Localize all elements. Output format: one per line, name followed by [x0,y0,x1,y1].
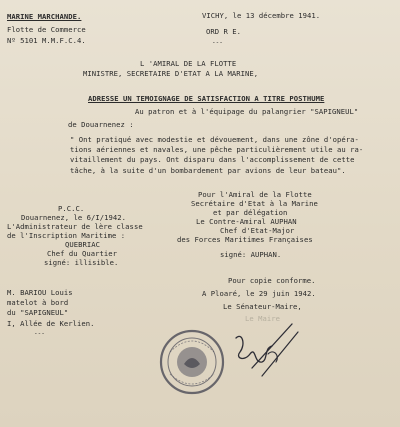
addressee-line-3: du "SAPIGNEUL" [7,308,69,317]
pcc-line-1: P.C.C. [58,204,85,213]
signatory-line-4: Le Contre-Amiral AUPHAN [196,217,297,226]
copy-line-3: Le Sénateur-Maire, [223,302,302,311]
place-date: VICHY, le 13 décembre 1941. [202,11,321,20]
signatory-line-7: signé: AUPHAN. [220,250,282,259]
signatory-line-3: et par délégation [213,208,288,217]
authority-subtitle: MINISTRE, SECRETAIRE D'ETAT A LA MARINE, [83,69,259,78]
handwritten-signature-icon [232,318,302,380]
copy-line-2: A Ploaré, le 29 juin 1942. [202,289,316,298]
divider-dashes: --- [212,39,223,46]
signatory-line-2: Secrétaire d'Etat à la Marine [191,199,318,208]
copy-line-1: Pour copie conforme. [228,276,316,285]
pcc-line-4: de l'Inscription Maritime : [7,231,126,240]
addressee-dashes: --- [34,330,45,337]
addressee-line-4: I, Allée de Kerlien. [7,319,95,328]
signatory-line-6: des Forces Maritimes Françaises [177,235,313,244]
pcc-line-5: QUEBRIAC [65,240,101,249]
copy-line-4: Le Maire [245,314,281,323]
recipient-line-2: de Douarnenez : [68,120,134,129]
citation-line-2: tions aériennes et navales, une pêche particulièrement utile au ra- [70,145,364,154]
pcc-line-7: signé: illisible. [44,258,119,267]
signatory-line-5: Chef d'Etat-Major [220,226,295,235]
order-label: ORD R E. [206,27,242,36]
recipient-line-1: Au patron et à l'équipage du palangrier "SAPIGNEUL" [135,107,359,116]
reference-number: Nº 5101 M.M.F.C.4. [7,36,86,45]
department: Flotte de Commerce [7,25,86,34]
citation-line-4: tâche, à la suite d'un bombardement par avions de leur bateau". [70,166,346,175]
official-stamp-icon [158,328,226,396]
authority-title: L 'AMIRAL DE LA FLOTTE [140,59,237,68]
pcc-line-2: Douarnenez, le 6/I/1942. [21,213,127,222]
signatory-line-1: Pour l'Amiral de la Flotte [198,190,312,199]
citation-line-3: vitaillement du pays. Ont disparu dans l'accomplissement de cette [70,155,355,164]
addressee-line-1: M. BARIOU Louis [7,288,73,297]
pcc-line-3: L'Administrateur de lère classe [7,222,143,231]
org-name: MARINE MARCHANDE. [7,12,82,21]
addressee-line-2: matelot à bord [7,298,69,307]
citation-line-1: " Ont pratiqué avec modestie et dévouement, dans une zône d'opéra- [70,135,359,144]
document-title: ADRESSE UN TEMOIGNAGE DE SATISFACTION A TITRE POSTHUME [88,94,325,103]
pcc-line-6: Chef du Quartier [47,249,118,258]
